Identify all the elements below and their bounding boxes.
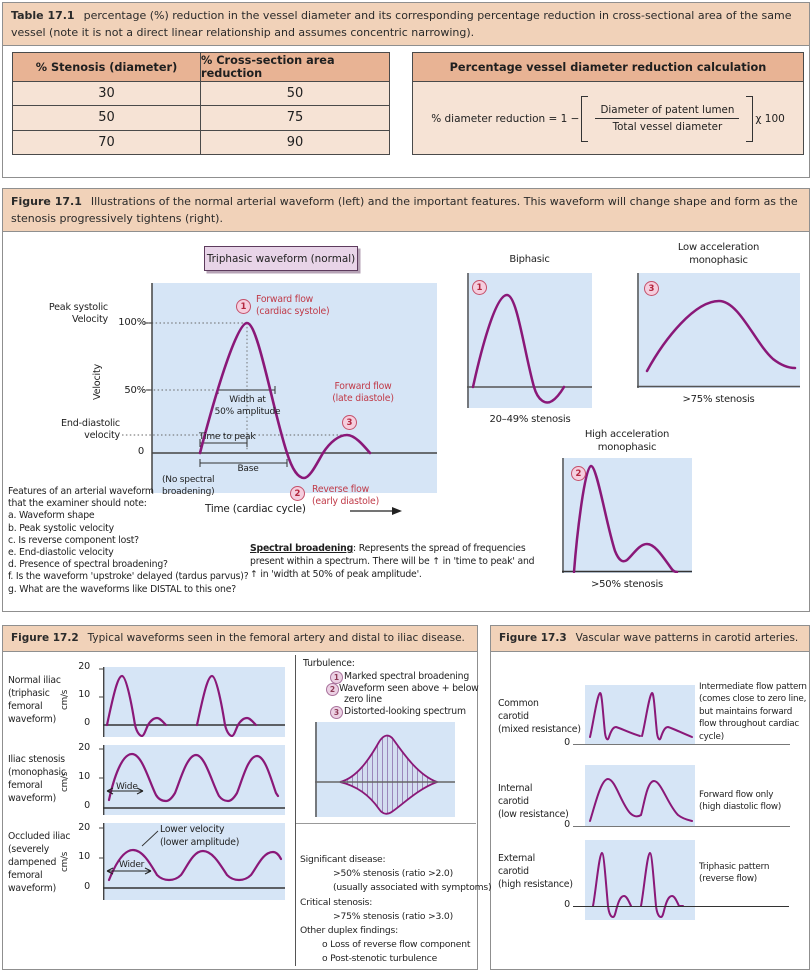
iliac-stenosis-panel [95, 745, 285, 815]
common-carotid-note: Intermediate flow pattern (comes close to zero line, but maintains forward flow throughout cardiac cycle) [699, 682, 807, 742]
low-accel-caption: >75% stenosis [682, 394, 755, 405]
unit-label: cm/s [60, 771, 70, 792]
tick-50: 50% [124, 385, 146, 396]
tick-0: 0 [137, 446, 144, 457]
circled-2-high-accel: 2 [571, 466, 586, 481]
width-at-50-label: Width at 50% amplitude [214, 395, 281, 417]
figure-2-caption-number: Figure 17.2 [11, 632, 79, 644]
biphasic-title: Biphasic [509, 254, 550, 265]
wider-label: Wider [119, 860, 145, 870]
reverse-flow-label: Reverse flow (early diastole) [312, 484, 379, 508]
circled-2-turbulence: 2 [326, 683, 339, 696]
table-cell: 30 [98, 86, 115, 102]
tick-label: 10 [78, 689, 90, 700]
tick-label: 0 [84, 717, 90, 728]
circled-3-low-accel: 3 [644, 281, 659, 296]
zero-label: 0 [564, 899, 570, 910]
internal-carotid-panel [585, 765, 695, 827]
low-accel-title: Low acceleration monophasic [677, 242, 760, 266]
external-carotid-panel [585, 840, 695, 920]
stenosis-table [12, 52, 390, 155]
figure-1-caption-number: Figure 17.1 [11, 195, 82, 208]
turbulence-item-2b: zero line [344, 694, 382, 705]
circled-3-turbulence: 3 [330, 706, 343, 719]
table-cell: 50 [200, 82, 389, 105]
table-caption-text: percentage (%) reduction in the vessel diameter and its corresponding percentage reduction in cross-sectional area of the same vessel (note it is not a direct linear relationship and assumes concentric narrowing). [11, 9, 792, 39]
time-to-peak-label: Time to peak [199, 432, 256, 442]
tick-label: 10 [78, 771, 90, 782]
circled-2: 2 [290, 486, 305, 501]
fig2-horizontal-separator [296, 823, 476, 824]
col-header-stenosis: % Stenosis (diameter) [35, 60, 178, 74]
figure-3-caption-number: Figure 17.3 [499, 632, 567, 644]
formula-numerator: Diameter of patent lumen [595, 104, 739, 119]
figure-2-caption [3, 626, 477, 652]
table-caption-number: Table 17.1 [11, 9, 75, 22]
forward-flow-systole-label: Forward flow (cardiac systole) [256, 294, 330, 318]
disease-notes: Significant disease: >50% stenosis (ratio >2.0) (usually associated with symptoms) Critical stenosis: >75% stenosis (ratio >3.0) Other duplex findings: o Loss of reverse flow component o Post-stenotic turbulence [300, 854, 492, 965]
table-cell: 70 [98, 134, 115, 150]
calc-title: Percentage vessel diameter reduction calculation [413, 53, 803, 82]
table-row [13, 82, 389, 106]
biphasic-panel [467, 273, 592, 408]
high-accel-caption: >50% stenosis [590, 579, 664, 590]
velocity-axis-label: Velocity [92, 363, 103, 400]
turbulence-item-2: Waveform seen above + below [339, 683, 479, 694]
zero-line-row3 [573, 906, 789, 907]
tick-100: 100% [118, 317, 146, 328]
x-axis-label: Time (cardiac cycle) [205, 503, 306, 515]
low-accel-panel [637, 273, 800, 388]
figure-1-caption [3, 189, 809, 232]
internal-carotid-label: Internal carotid (low resistance) [498, 783, 569, 820]
zero-label: 0 [564, 737, 570, 748]
table-cell: 90 [200, 131, 389, 154]
right-bracket [746, 96, 753, 142]
diameter-calc-box [412, 52, 804, 155]
unit-label: cm/s [60, 851, 70, 872]
spectral-broadening-definition: Spectral broadening: Represents the spread of frequencies present within a spectrum. There will be ↑ in 'time to peak' and ↑ in 'width at 50% of peak amplitude'. [250, 543, 535, 580]
tick-label: 20 [78, 742, 90, 753]
turbulence-item-3: Distorted-looking spectrum [344, 706, 466, 717]
figure-3-caption [491, 626, 809, 652]
left-bracket [581, 96, 588, 142]
tick-label: 10 [78, 851, 90, 862]
unit-label: cm/s [60, 689, 70, 710]
zero-label: 0 [564, 819, 570, 830]
col-header-area: % Cross-section area reduction [200, 53, 389, 81]
turbulence-item-1: Marked spectral broadening [344, 671, 470, 682]
table-cell: 75 [200, 106, 389, 129]
table-caption [3, 3, 809, 46]
circled-1-biphasic: 1 [472, 280, 487, 295]
formula-denominator: Total vessel diameter [612, 121, 723, 133]
spectral-broadening-term: Spectral broadening [250, 543, 354, 554]
common-carotid-panel [585, 685, 695, 745]
lower-velocity-label: Lower velocity (lower amplitude) [160, 824, 240, 848]
no-spectral-broadening-label: (No spectral broadening) [162, 475, 215, 497]
end-diastolic-label: End-diastolic velocity [61, 418, 120, 442]
zero-line-row1 [573, 744, 790, 745]
fig2-vertical-divider [295, 655, 296, 966]
triphasic-normal-label: Triphasic waveform (normal) [204, 246, 358, 271]
external-carotid-label: External carotid (high resistance) [498, 853, 573, 890]
diameter-formula [413, 82, 803, 155]
tick-label: 0 [84, 881, 90, 892]
normal-iliac-panel [95, 667, 285, 737]
common-carotid-label: Common carotid (mixed resistance) [498, 698, 581, 735]
stenosis-table-header [13, 53, 389, 82]
figure-1-caption-text: Illustrations of the normal arterial waveform (left) and the important features. This waveform will change shape and form as the stenosis progressively tightens (right). [11, 195, 798, 225]
formula-lhs: % diameter reduction = 1 − [431, 112, 580, 125]
turbulence-title: Turbulence: [303, 658, 355, 669]
tick-label: 0 [84, 800, 90, 811]
figure-3-caption-text: Vascular wave patterns in carotid arteries. [575, 632, 799, 644]
high-accel-title: High acceleration monophasic [584, 429, 670, 453]
table-row [13, 131, 389, 154]
forward-flow-diastole-label: Forward flow (late diastole) [332, 381, 394, 405]
tick-label: 20 [78, 661, 90, 672]
zero-line-row2 [573, 826, 790, 827]
table-row [13, 106, 389, 130]
normal-iliac-label: Normal iliac (triphasic femoral waveform) [8, 675, 61, 725]
peak-systolic-label: Peak systolic Velocity [48, 302, 108, 326]
circled-1: 1 [236, 299, 251, 314]
figure-2-caption-text: Typical waveforms seen in the femoral artery and distal to iliac disease. [87, 632, 465, 644]
iliac-stenosis-label: Iliac stenosis (monophasic femoral waveform) [8, 754, 66, 804]
base-label: Base [237, 464, 259, 474]
table-cell: 50 [98, 110, 115, 126]
wide-label: Wide [116, 782, 138, 792]
features-list: Features of an arterial waveform that the examiner should note: a. Waveform shape b. Peak systolic velocity c. Is reverse component lost? e. End-diastolic velocity d. Presence of spectral broadening? f. Is the waveform 'upstroke' delayed (tardus parvus)? g. What are the waveforms like DISTAL to this one? [8, 486, 249, 595]
occluded-iliac-label: Occluded iliac (severely dampened femoral waveform) [8, 831, 71, 894]
tick-label: 20 [78, 822, 90, 833]
internal-carotid-note: Forward flow only (high diastolic flow) [699, 790, 782, 813]
circled-1-turbulence: 1 [330, 671, 343, 684]
biphasic-caption: 20–49% stenosis [489, 414, 571, 425]
turbulent-spectrum-panel [315, 722, 455, 817]
external-carotid-note: Triphasic pattern (reverse flow) [699, 862, 770, 885]
formula-multiplier: χ 100 [755, 112, 785, 125]
formula-fraction [595, 104, 739, 133]
circled-3: 3 [342, 415, 357, 430]
